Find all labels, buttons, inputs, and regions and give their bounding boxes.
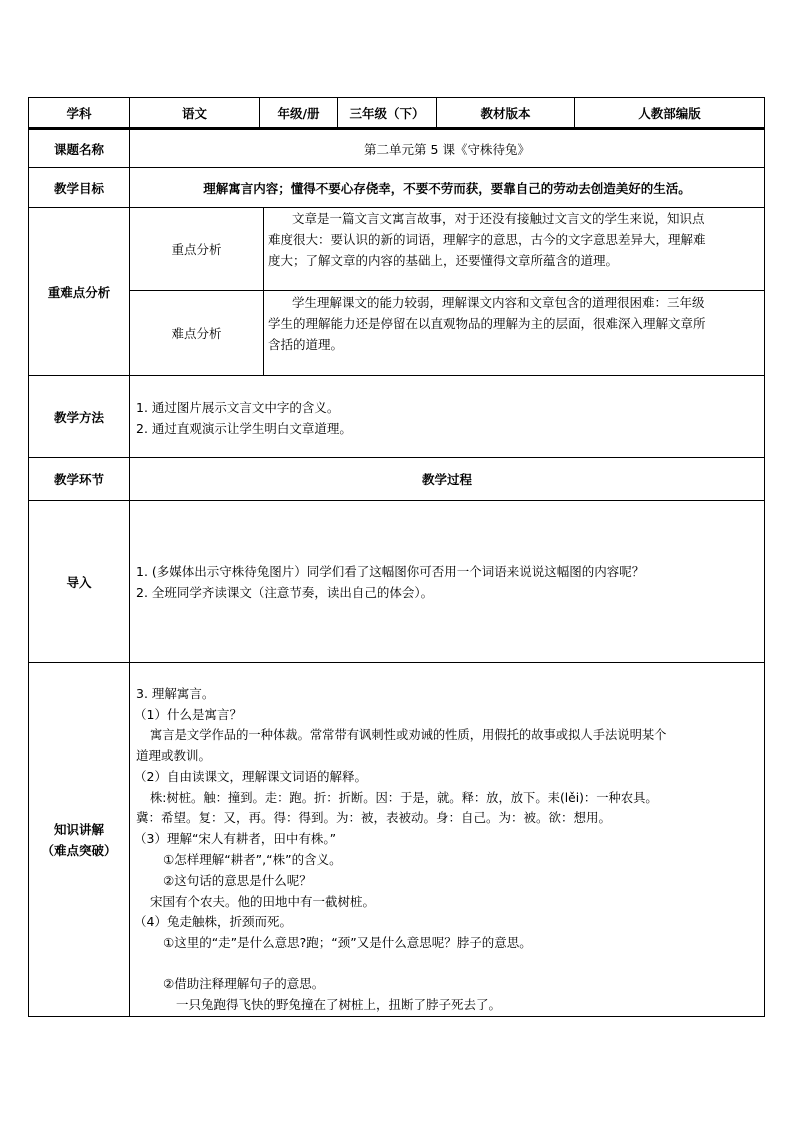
intro-item: 2. 全班同学齐读课文（注意节奏，读出自己的体会）。 [136,585,434,600]
goal-label: 教学目标 [53,180,104,196]
knowledge-label-main: 知识讲解 [53,821,104,837]
edition-label: 教材版本 [480,105,531,121]
knowledge-line: （3）理解“宋人有耕者，田中有株。” [134,831,337,846]
knowledge-line: 宋国有个农夫。他的田地中有一截树桩。 [150,894,376,909]
key-analysis-text: 度大；了解文章的内容的基础上，还要懂得文章所蕴含的道理。 [268,253,619,268]
key-analysis-text: 文章是一篇文言文寓言故事，对于还没有接触过文言文的学生来说，知识点 [292,211,705,226]
difficult-analysis-text: 含括的道理。 [268,337,344,352]
difficult-analysis-label: 难点分析 [171,326,222,341]
methods-label: 教学方法 [53,409,104,425]
analysis-divider [263,207,264,375]
knowledge-line: 一只兔跑得飞快的野兔撞在了树桩上，扭断了脖子死去了。 [176,997,502,1012]
edition-value: 人教部编版 [638,105,701,121]
difficult-analysis-text: 学生的理解能力还是停留在以直观物品的理解为主的层面，很难深入理解文章所 [268,316,706,331]
knowledge-label [29,663,129,1016]
knowledge-line: 3. 理解寓言。 [136,686,215,701]
table-border-bottom [28,1016,765,1017]
key-analysis-text: 难度很大：要认识的新的词语，理解字的意思，古今的文字意思差异大，理解难 [268,232,706,247]
intro-label: 导入 [66,574,92,590]
knowledge-line: ②借助注释理解句子的意思。 [163,976,325,991]
goal-value: 理解寓言内容；懂得不要心存侥幸，不要不劳而获，要靠自己的劳动去创造美好的生活。 [203,180,691,196]
knowledge-line: （1）什么是寓言？ [134,707,242,722]
table-border-right [764,97,765,1017]
knowledge-line: （2）自由读课文，理解课文词语的解释。 [134,769,367,784]
knowledge-line: ①怎样理解“耕者”,“株”的含义。 [163,852,342,867]
knowledge-line: ①这里的“走”是什么意思?跑；“颈”又是什么意思呢？脖子的意思。 [163,935,532,950]
grade-value: 三年级（下） [349,105,425,121]
knowledge-line: （4）兔走触株，折颈而死。 [134,914,292,929]
row-divider [28,500,765,501]
analysis-label: 重难点分析 [47,284,111,300]
difficult-analysis-text: 学生理解课文的能力较弱，理解课文内容和文章包含的道理很困难：三年级 [292,295,705,310]
knowledge-line: 株:树桩。触：撞到。走：跑。折：折断。因：于是，就。释：放，放下。耒(lěi)：一种农具。 [150,791,658,805]
knowledge-line: 道理或教训。 [136,748,212,763]
process-stage-label: 教学环节 [53,472,104,487]
knowledge-line: 寓言是文学作品的一种体裁。常常带有讽刺性或劝诫的性质，用假托的故事或拟人手法说明某个 [150,728,667,742]
lesson-value: 第二单元第 5 课《守株待兔》 [364,141,530,157]
subject-label: 学科 [66,105,92,121]
knowledge-label-sub: （难点突破） [41,842,117,858]
intro-item: 1. (多媒体出示守株待兔图片）同学们看了这幅图你可否用一个词语来说说这幅图的内容呢？ [136,564,645,579]
subject-value: 语文 [181,105,207,121]
grade-label: 年级/册 [277,105,320,121]
method-item: 2. 通过直观演示让学生明白文章道理。 [136,421,352,436]
row-divider [28,662,765,663]
knowledge-line: ②这句话的意思是什么呢？ [163,873,312,888]
method-item: 1. 通过图片展示文言文中字的含义。 [136,400,340,415]
knowledge-line: 冀：希望。复：又，再。得：得到。为：被，表被动。身：自己。为：被。欲：想用。 [136,810,612,825]
key-analysis-label: 重点分析 [171,242,222,257]
lesson-label: 课题名称 [53,141,104,157]
process-label: 教学过程 [421,472,472,487]
row-divider [28,375,765,376]
